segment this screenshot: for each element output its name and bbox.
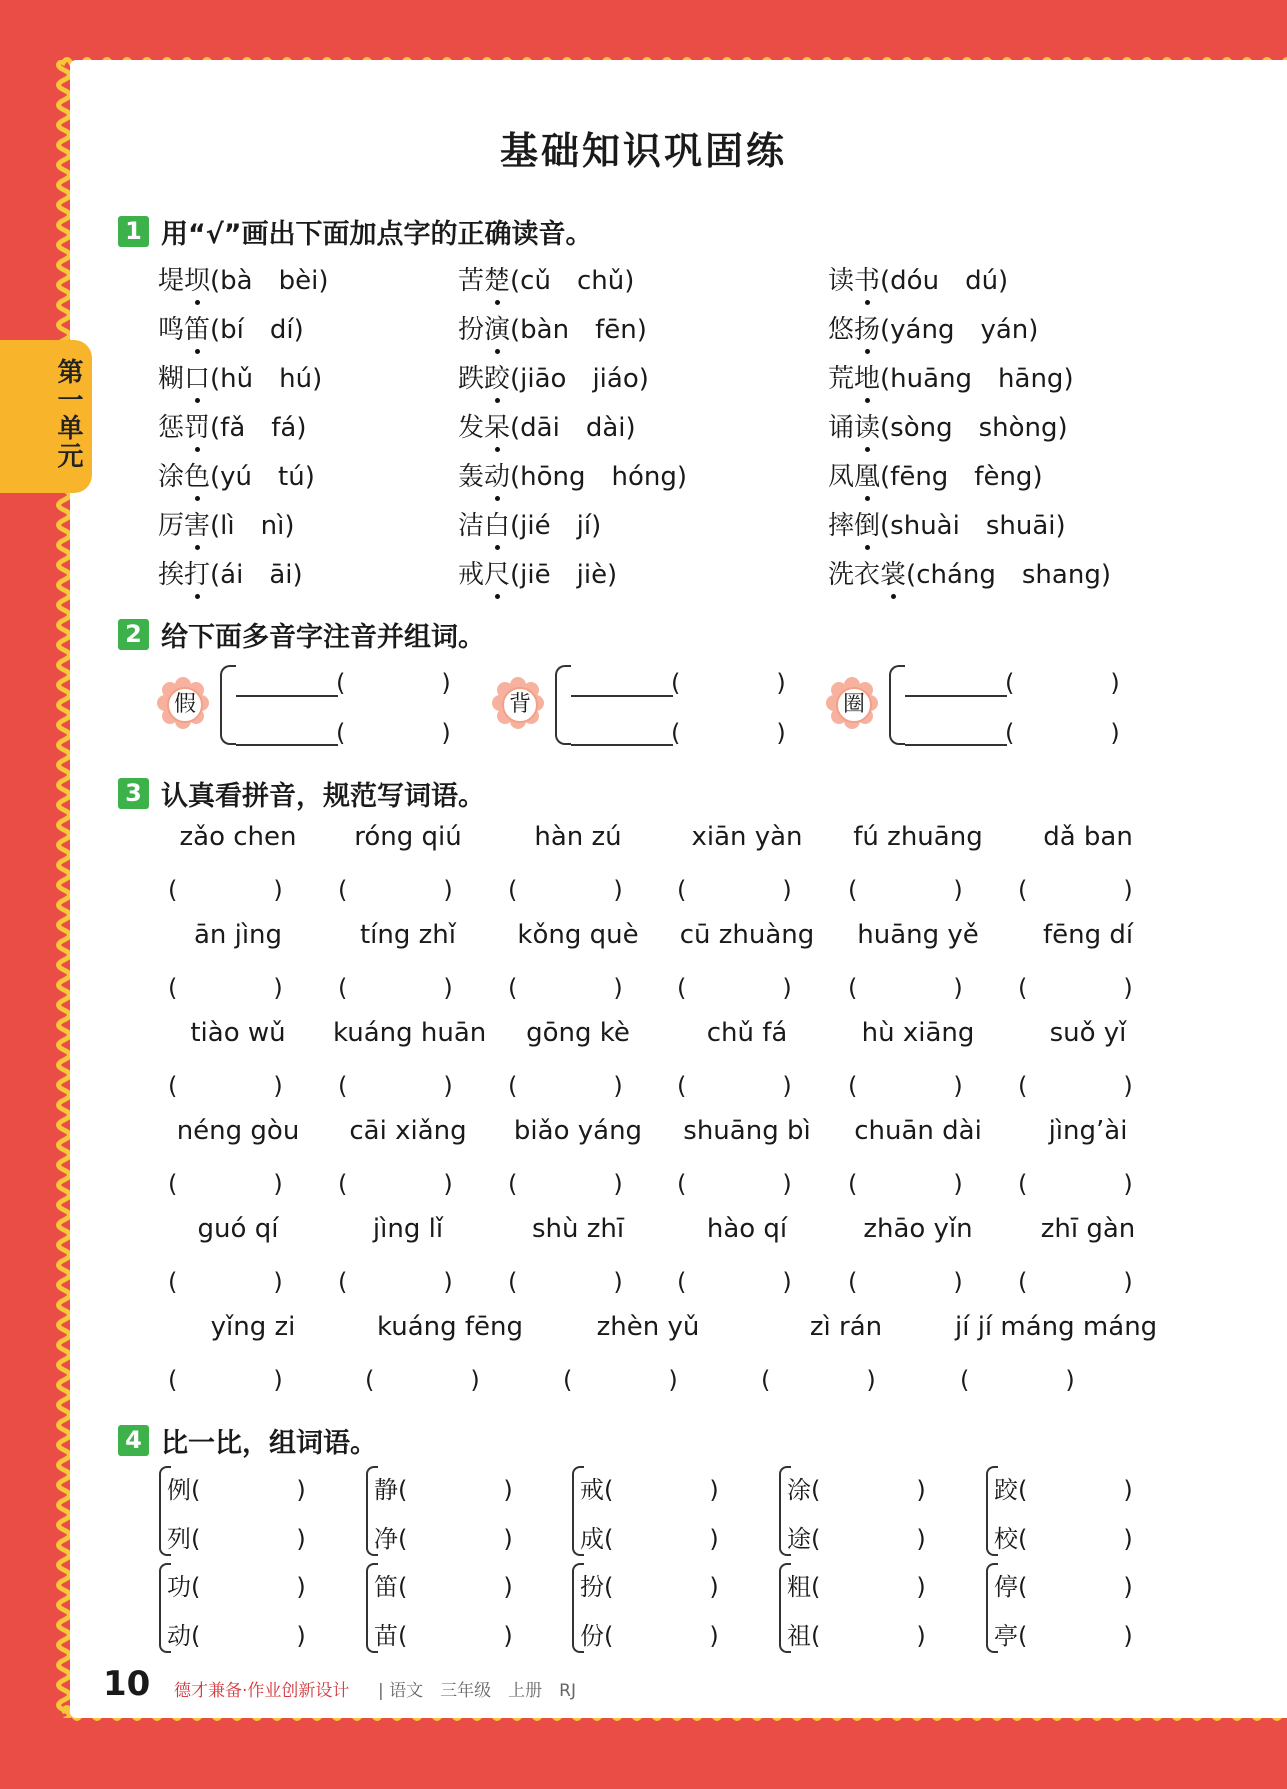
pinyin-label: zhī gàn: [1040, 1214, 1136, 1244]
answer-blank: ( ): [677, 1170, 792, 1198]
compare-char-item: 苗( ): [374, 1622, 513, 1650]
reading-choice-item: 挨打(ái āi): [158, 560, 303, 590]
compare-char-item: 祖( ): [787, 1622, 926, 1650]
reading-choice-item: 读书(dóu dú): [828, 266, 1009, 296]
compare-char-item: 动( ): [167, 1622, 306, 1650]
pinyin-label: fú zhuāng: [853, 822, 983, 852]
question-1-number: 1: [118, 216, 149, 247]
reading-choice-item: 堤坝(bà bèi): [158, 266, 329, 296]
answer-blank: ( ): [677, 1072, 792, 1100]
question-1-text: 用“√”画出下面加点字的正确读音。: [161, 219, 593, 250]
question-4-text: 比一比，组词语。: [161, 1428, 377, 1459]
compare-char-item: 戒( ): [580, 1476, 719, 1504]
answer-blank: ( ): [338, 974, 453, 1002]
polyphone-flower-icon: [491, 676, 545, 730]
brace-bracket: [220, 665, 236, 745]
compare-char-item: 例( ): [167, 1476, 306, 1504]
answer-blank: ( ): [677, 974, 792, 1002]
pinyin-label: kuáng fēng: [376, 1312, 524, 1342]
answer-blank: ( ): [848, 1072, 963, 1100]
reading-choice-item: 跌跤(jiāo jiáo): [458, 364, 649, 394]
answer-blank: ( ): [848, 1268, 963, 1296]
brace-bracket: [889, 665, 905, 745]
answer-blank: ( ): [960, 1366, 1075, 1394]
compare-char-item: 成( ): [580, 1525, 719, 1553]
compare-char-item: 跤( ): [994, 1476, 1133, 1504]
reading-choice-item: 惩罚(fǎ fá): [158, 413, 307, 443]
answer-blank: ( ): [1018, 974, 1133, 1002]
unit-side-tab-label: 第一单元: [53, 358, 83, 470]
footer-book-info: | 语文 三年级 上册 RJ: [378, 1681, 576, 1701]
answer-paren: ( ): [1005, 669, 1120, 697]
pinyin-label: jìng’ài: [1048, 1116, 1128, 1146]
reading-choice-item: 扮演(bàn fēn): [458, 315, 647, 345]
answer-blank: ( ): [365, 1366, 480, 1394]
answer-paren: ( ): [336, 719, 451, 747]
answer-blank: ( ): [563, 1366, 678, 1394]
compare-char-item: 粗( ): [787, 1573, 926, 1601]
pinyin-label: cū zhuàng: [679, 920, 815, 950]
reading-choice-item: 轰动(hōng hóng): [458, 462, 688, 492]
compare-char-item: 亭( ): [994, 1622, 1133, 1650]
pinyin-label: hù xiāng: [861, 1018, 975, 1048]
pinyin-label: yǐng zi: [210, 1312, 296, 1342]
question-2-heading: [118, 615, 485, 654]
answer-blank: ( ): [168, 1268, 283, 1296]
reading-choice-item: 悠扬(yáng yán): [828, 315, 1039, 345]
reading-choice-item: 洁白(jié jí): [458, 511, 602, 541]
reading-choice-item: 洗衣裳(cháng shang): [828, 560, 1111, 590]
question-4-number: 4: [118, 1425, 149, 1456]
pinyin-label: huāng yě: [857, 920, 979, 950]
answer-blank: ( ): [1018, 1170, 1133, 1198]
polyphone-flower-icon: [156, 676, 210, 730]
pinyin-label: suǒ yǐ: [1049, 1018, 1127, 1048]
page-number: 10: [103, 1664, 151, 1704]
pinyin-label: néng gòu: [176, 1116, 300, 1146]
pinyin-label: hàn zú: [534, 822, 622, 852]
answer-blank: ( ): [848, 876, 963, 904]
question-2-text: 给下面多音字注音并组词。: [161, 622, 485, 653]
answer-line: [571, 744, 673, 746]
question-1-heading: [118, 212, 593, 251]
reading-choice-item: 厉害(lì nì): [158, 511, 295, 541]
reading-choice-item: 涂色(yú tú): [158, 462, 315, 492]
reading-choice-item: 诵读(sòng shòng): [828, 413, 1068, 443]
answer-blank: ( ): [168, 1170, 283, 1198]
compare-char-item: 列( ): [167, 1525, 306, 1553]
reading-choice-item: 糊口(hǔ hú): [158, 364, 323, 394]
pinyin-label: shuāng bì: [683, 1116, 811, 1146]
pinyin-label: chǔ fá: [706, 1018, 788, 1048]
compare-char-item: 校( ): [994, 1525, 1133, 1553]
pinyin-label: kuáng huān: [333, 1018, 487, 1048]
question-2-number: 2: [118, 619, 149, 650]
compare-char-item: 笛( ): [374, 1573, 513, 1601]
pinyin-label: cāi xiǎng: [349, 1116, 467, 1146]
question-3-text: 认真看拼音，规范写词语。: [161, 781, 485, 812]
page-title: 基础知识巩固练: [499, 129, 787, 173]
answer-blank: ( ): [168, 1366, 283, 1394]
reading-choice-item: 荒地(huāng hāng): [828, 364, 1074, 394]
answer-blank: ( ): [1018, 1268, 1133, 1296]
answer-blank: ( ): [338, 1072, 453, 1100]
compare-char-item: 扮( ): [580, 1573, 719, 1601]
answer-line: [236, 695, 338, 697]
reading-choice-item: 苦楚(cǔ chǔ): [458, 266, 635, 296]
answer-line: [905, 695, 1007, 697]
pinyin-label: jìng lǐ: [372, 1214, 444, 1244]
pinyin-label: zì rán: [809, 1312, 883, 1342]
answer-blank: ( ): [848, 1170, 963, 1198]
answer-line: [905, 744, 1007, 746]
pinyin-label: róng qiú: [354, 822, 462, 852]
answer-blank: ( ): [508, 974, 623, 1002]
polyphone-char: 圈: [836, 687, 872, 723]
answer-blank: ( ): [848, 974, 963, 1002]
pinyin-label: tiào wǔ: [190, 1018, 286, 1048]
answer-blank: ( ): [508, 1072, 623, 1100]
pinyin-label: guó qí: [197, 1214, 279, 1244]
reading-choice-item: 凤凰(fēng fèng): [828, 462, 1043, 492]
compare-char-item: 功( ): [167, 1573, 306, 1601]
answer-blank: ( ): [1018, 876, 1133, 904]
pinyin-label: zhèn yǔ: [596, 1312, 700, 1342]
answer-blank: ( ): [677, 1268, 792, 1296]
pinyin-label: zǎo chen: [179, 822, 297, 852]
answer-blank: ( ): [761, 1366, 876, 1394]
question-4-heading: [118, 1421, 377, 1460]
polyphone-flower-icon: [825, 676, 879, 730]
footer-brand: 德才兼备·作业创新设计: [174, 1681, 350, 1701]
pinyin-label: gōng kè: [526, 1018, 630, 1048]
pinyin-label: kǒng què: [517, 920, 639, 950]
answer-blank: ( ): [1018, 1072, 1133, 1100]
pinyin-label: jí jí máng máng: [955, 1312, 1158, 1342]
compare-char-item: 途( ): [787, 1525, 926, 1553]
pinyin-label: chuān dài: [854, 1116, 982, 1146]
compare-char-item: 份( ): [580, 1622, 719, 1650]
reading-choice-item: 摔倒(shuài shuāi): [828, 511, 1066, 541]
compare-char-item: 涂( ): [787, 1476, 926, 1504]
polyphone-char: 背: [502, 687, 538, 723]
answer-blank: ( ): [508, 1268, 623, 1296]
compare-char-item: 静( ): [374, 1476, 513, 1504]
brace-bracket: [555, 665, 571, 745]
compare-char-item: 净( ): [374, 1525, 513, 1553]
pinyin-label: hào qí: [706, 1214, 788, 1244]
question-3-number: 3: [118, 778, 149, 809]
pinyin-label: tíng zhǐ: [359, 920, 456, 950]
answer-paren: ( ): [1005, 719, 1120, 747]
answer-blank: ( ): [508, 1170, 623, 1198]
pinyin-label: ān jìng: [193, 920, 283, 950]
answer-blank: ( ): [338, 876, 453, 904]
answer-line: [571, 695, 673, 697]
answer-blank: ( ): [168, 974, 283, 1002]
reading-choice-item: 发呆(dāi dài): [458, 413, 636, 443]
compare-char-item: 停( ): [994, 1573, 1133, 1601]
answer-blank: ( ): [677, 876, 792, 904]
answer-blank: ( ): [168, 876, 283, 904]
answer-paren: ( ): [671, 669, 786, 697]
reading-choice-item: 鸣笛(bí dí): [158, 315, 304, 345]
polyphone-char: 假: [167, 687, 203, 723]
pinyin-label: xiān yàn: [691, 822, 803, 852]
pinyin-label: fēng dí: [1042, 920, 1134, 950]
answer-blank: ( ): [508, 876, 623, 904]
question-3-heading: [118, 774, 485, 813]
pinyin-label: dǎ ban: [1043, 822, 1133, 852]
answer-line: [236, 744, 338, 746]
answer-paren: ( ): [336, 669, 451, 697]
answer-blank: ( ): [338, 1268, 453, 1296]
answer-blank: ( ): [338, 1170, 453, 1198]
answer-blank: ( ): [168, 1072, 283, 1100]
pinyin-label: biǎo yáng: [513, 1116, 643, 1146]
answer-paren: ( ): [671, 719, 786, 747]
pinyin-label: shù zhī: [531, 1214, 625, 1244]
reading-choice-item: 戒尺(jiē jiè): [458, 560, 618, 590]
pinyin-label: zhāo yǐn: [863, 1214, 973, 1244]
